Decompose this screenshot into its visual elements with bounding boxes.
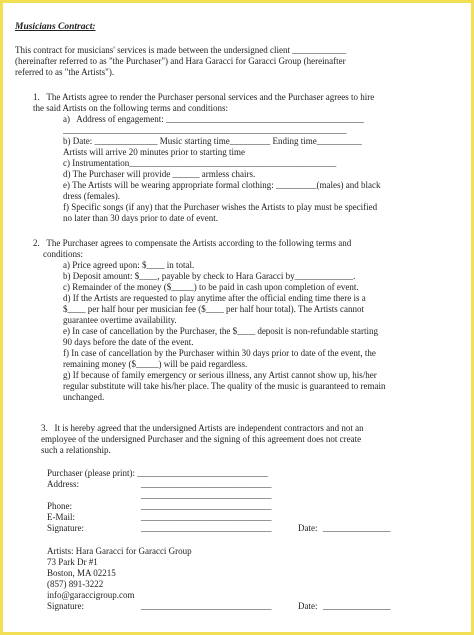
section2-line: conditions: xyxy=(43,249,83,259)
artists-line: (857) 891-3222 xyxy=(47,579,104,589)
clothing-field: e) The Artists will be wearing appropriate formal clothing: _________(males) and black xyxy=(63,180,381,190)
date-time-field: b) Date: ______________ Music starting time_________ Ending time__________ xyxy=(63,136,362,146)
artists-signature-blank: _____________________________ xyxy=(141,601,272,611)
intro-line: This contract for musicians' services is made between the undersigned client ____________ xyxy=(15,45,347,55)
artists-line: info@garaccigroup.com xyxy=(47,590,135,600)
engagement-address-field: a) Address of engagement: ____________________________________________ xyxy=(63,114,364,124)
section1-line: Artists will arrive 20 minutes prior to starting time xyxy=(63,147,245,157)
section2-line: 90 days before the date of the event. xyxy=(63,337,194,347)
instrumentation-field: c) Instrumentation______________________________________________ xyxy=(63,158,337,168)
phone-label: Phone: xyxy=(47,501,73,511)
section2-line: guarantee overtime availability. xyxy=(63,315,177,325)
section2-line: unchanged. xyxy=(63,392,105,402)
purchaser-name-field: Purchaser (please print): _____________________________ xyxy=(47,468,268,478)
engagement-address-blank: _______________________________________________________________ xyxy=(63,125,347,135)
section1-line: no later than 30 days prior to date of event. xyxy=(63,213,218,223)
artists-line: Boston, MA 02215 xyxy=(47,568,116,578)
overtime-fee-field: $____ per half hour per musician fee ($____ per half hour total). The Artists cannot xyxy=(63,304,364,314)
intro-line: (hereinafter referred to as "the Purchaser") and Hara Garacci for Garacci Group (hereinafter xyxy=(15,56,346,66)
purchaser-date-blank: _______________ xyxy=(323,523,391,533)
remainder-field: c) Remainder of the money ($_____) to be paid in cash upon completion of event. xyxy=(63,282,359,292)
section1-line: the said Artists on the following terms and conditions: xyxy=(33,103,228,113)
section2-line: 2. The Purchaser agrees to compensate the Artists according to the following terms and xyxy=(33,238,352,248)
artists-signature-label: Signature: xyxy=(47,601,84,611)
section2-line: remaining money ($_____) will be paid regardless. xyxy=(63,359,248,369)
intro-line: referred to as "the Artists"). xyxy=(15,67,115,77)
section2-line: g) If because of family emergency or serious illness, any Artist cannot show up, his/her xyxy=(63,370,377,380)
email-label: E-Mail: xyxy=(47,512,75,522)
artists-line: Artists: Hara Garacci for Garacci Group xyxy=(47,546,192,556)
section1-line: f) Specific songs (if any) that the Purchaser wishes the Artists to play must be specified xyxy=(63,202,378,212)
price-field: a) Price agreed upon: $____ in total. xyxy=(63,260,195,270)
purchaser-signature-blank: _____________________________ xyxy=(141,523,272,533)
email-blank: _____________________________ xyxy=(141,512,272,522)
section1-line: 1. The Artists agree to render the Purchaser personal services and the Purchaser agrees to hire xyxy=(33,92,375,102)
section2-line: f) In case of cancellation by the Purchaser within 30 days prior to date of the event, the xyxy=(63,348,376,358)
purchaser-date-label: Date: xyxy=(298,523,318,533)
purchaser-signature-label: Signature: xyxy=(47,523,84,533)
contract-title: Musicians Contract: xyxy=(15,22,96,32)
contract-page xyxy=(13,13,467,628)
section2-line: d) If the Artists are requested to play anytime after the official ending time there is a xyxy=(63,293,366,303)
section2-line: e) In case of cancellation by the Purchaser, the $____ deposit is non-refundable starting xyxy=(63,326,379,336)
chairs-field: d) The Purchaser will provide ______ armless chairs. xyxy=(63,169,256,179)
section3-line: employee of the undersigned Purchaser and the signing of this agreement does not create xyxy=(41,434,362,444)
artists-date-label: Date: xyxy=(298,601,318,611)
section3-line: 3. It is hereby agreed that the undersigned Artists are independent contractors and not an xyxy=(41,423,364,433)
section2-line: regular substitute will take his/her place. The quality of the music is guaranteed to remain xyxy=(63,381,386,391)
phone-blank: _____________________________ xyxy=(141,501,272,511)
address-label: Address: xyxy=(47,479,79,489)
address-blank: _____________________________ xyxy=(141,479,272,489)
section3-line: such a relationship. xyxy=(41,445,111,455)
deposit-field: b) Deposit amount: $____, payable by check to Hara Garacci by_____________. xyxy=(63,271,356,281)
address-blank-2: _____________________________ xyxy=(141,490,272,500)
artists-line: 73 Park Dr #1 xyxy=(47,557,98,567)
artists-date-blank: _______________ xyxy=(323,601,391,611)
section1-line: dress (females). xyxy=(63,191,120,201)
